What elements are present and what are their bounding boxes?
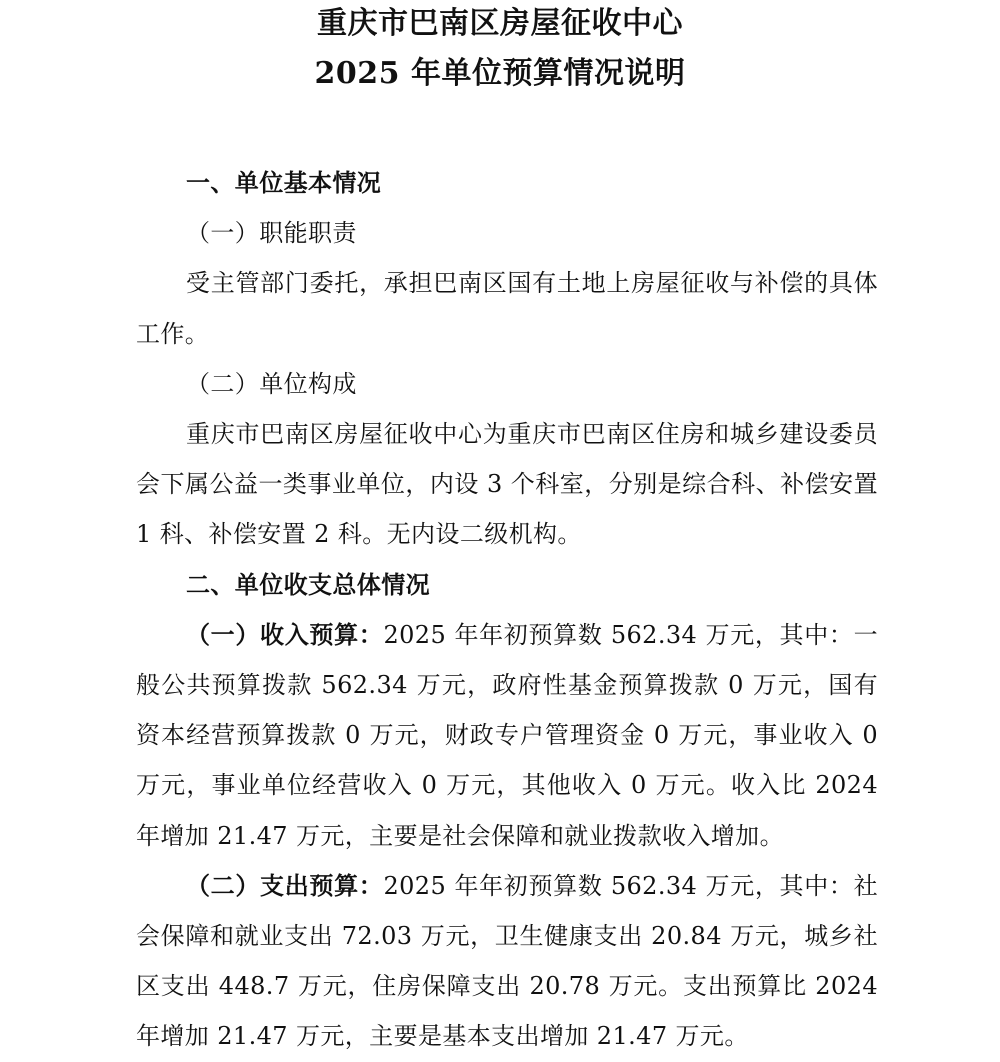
section-2-1-paragraph [136, 610, 878, 861]
document-subtitle: 2025 年单位预算情况说明 [314, 56, 686, 91]
document-body [136, 158, 878, 1062]
section-2-heading: 二、单位收支总体情况 [186, 569, 430, 599]
section-2-2-paragraph [136, 861, 878, 1062]
section-1-heading: 一、单位基本情况 [186, 168, 382, 197]
income-budget-label: （一）收入预算： [186, 619, 384, 649]
section-1-1-paragraph: 受主管部门委托，承担巴南区国有土地上房屋征收与补偿的具体工作。 [136, 269, 878, 348]
expenditure-budget-label: （二）支出预算： [186, 870, 384, 900]
document-title: 重庆市巴南区房屋征收中心 [317, 6, 683, 41]
section-1-1-heading: （一）职能职责 [186, 219, 357, 248]
income-budget-text: 2025 年年初预算数 562.34 万元，其中：一般公共预算拨款 562.34 万元，政府性基金预算拨款 0 万元，国有资本经营预算拨款 0 万元，财政专户管理资金 0 万元，事业收入 0 万元，事业单位经营收入 0 万元，其他收入 0 万元。收入比 2024 年增加 21.47 万元，主要是社会保障和就业拨款收入增加。 [136, 620, 879, 850]
section-1-2-paragraph: 重庆市巴南区房屋征收中心为重庆市巴南区住房和城乡建设委员会下属公益一类事业单位，内设 3 个科室，分别是综合科、补偿安置 1 科、补偿安置 2 科。无内设二级机构。 [136, 420, 878, 549]
section-1-2-heading: （二）单位构成 [186, 369, 357, 398]
expenditure-budget-text: 2025 年年初预算数 562.34 万元，其中：社会保障和就业支出 72.03 万元，卫生健康支出 20.84 万元，城乡社区支出 448.7 万元，住房保障支出 20.78 万元。支出预算比 2024 年增加 21.47 万元，主要是基本支出增加 21.47 万元。 [136, 871, 879, 1051]
